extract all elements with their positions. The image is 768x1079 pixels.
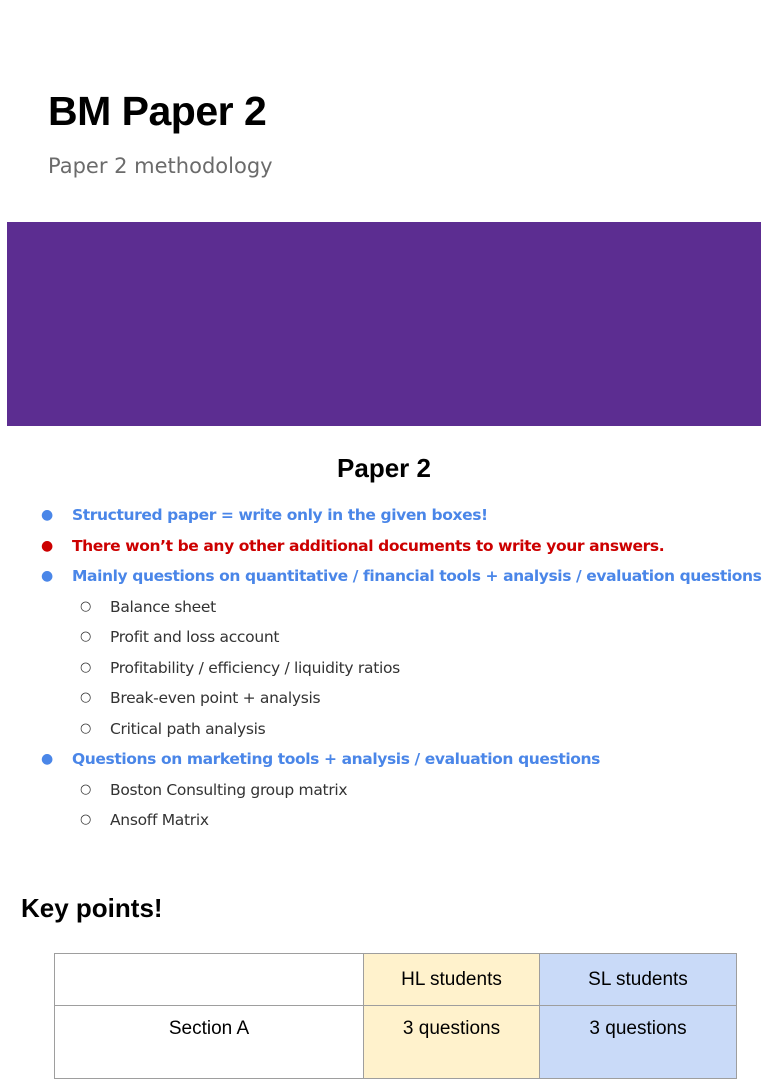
bullet-text: There won’t be any other additional documents to write your answers. <box>72 536 665 555</box>
bullet-marker: ● <box>41 537 54 554</box>
table-row <box>55 1006 737 1079</box>
bullet-text: Break-even point + analysis <box>110 689 321 707</box>
bullet-marker: ● <box>41 751 54 767</box>
sub-bullet-item <box>0 592 768 623</box>
sub-bullet-item <box>0 805 768 836</box>
bullet-marker: ● <box>41 568 54 584</box>
sub-bullet-item <box>0 653 768 684</box>
table-cell-sl: 3 questions <box>540 1006 737 1079</box>
table-header-row <box>55 954 737 1006</box>
bullet-list <box>0 500 768 836</box>
bullet-text: Profitability / efficiency / liquidity ratios <box>110 658 400 677</box>
sub-bullet-item <box>0 714 768 745</box>
table-cell-section: Section A <box>55 1006 364 1079</box>
sub-bullet-marker: ○ <box>80 720 92 736</box>
bullet-text: Boston Consulting group matrix <box>110 780 348 799</box>
bullet-item <box>0 744 768 775</box>
key-points-table <box>54 953 737 1079</box>
bullet-text: Structured paper = write only in the given boxes! <box>72 506 488 524</box>
bullet-text: Questions on marketing tools + analysis / evaluation questions <box>72 750 600 768</box>
sub-bullet-marker: ○ <box>80 812 92 827</box>
sub-bullet-marker: ○ <box>80 781 92 797</box>
sub-bullet-item <box>0 622 768 653</box>
bullet-text: Mainly questions on quantitative / financial tools + analysis / evaluation questions <box>72 567 762 585</box>
bullet-text: Profit and loss account <box>110 628 280 646</box>
bullet-text: Ansoff Matrix <box>110 811 209 829</box>
document-title: BM Paper 2 <box>48 88 267 134</box>
bullet-item <box>0 531 768 562</box>
sub-bullet-marker: ○ <box>80 598 92 614</box>
sub-bullet-item <box>0 683 768 714</box>
bullet-item <box>0 500 768 531</box>
bullet-text: Balance sheet <box>110 597 216 616</box>
key-points-heading: Key points! <box>21 893 163 923</box>
table-cell-hl: 3 questions <box>364 1006 540 1079</box>
sub-bullet-marker: ○ <box>80 690 92 705</box>
sub-bullet-item <box>0 775 768 806</box>
sub-bullet-marker: ○ <box>80 629 92 644</box>
table-header-cell-hl: HL students <box>364 954 540 1006</box>
bullet-text: Critical path analysis <box>110 719 266 738</box>
table-header-cell-sl: SL students <box>540 954 737 1006</box>
document-subtitle: Paper 2 methodology <box>48 154 273 178</box>
sub-bullet-marker: ○ <box>80 659 92 675</box>
table-header-cell-empty <box>55 954 364 1006</box>
bullet-marker: ● <box>41 507 54 523</box>
purple-banner <box>7 222 761 426</box>
section-heading-paper-2: Paper 2 <box>337 453 431 483</box>
bullet-item <box>0 561 768 592</box>
